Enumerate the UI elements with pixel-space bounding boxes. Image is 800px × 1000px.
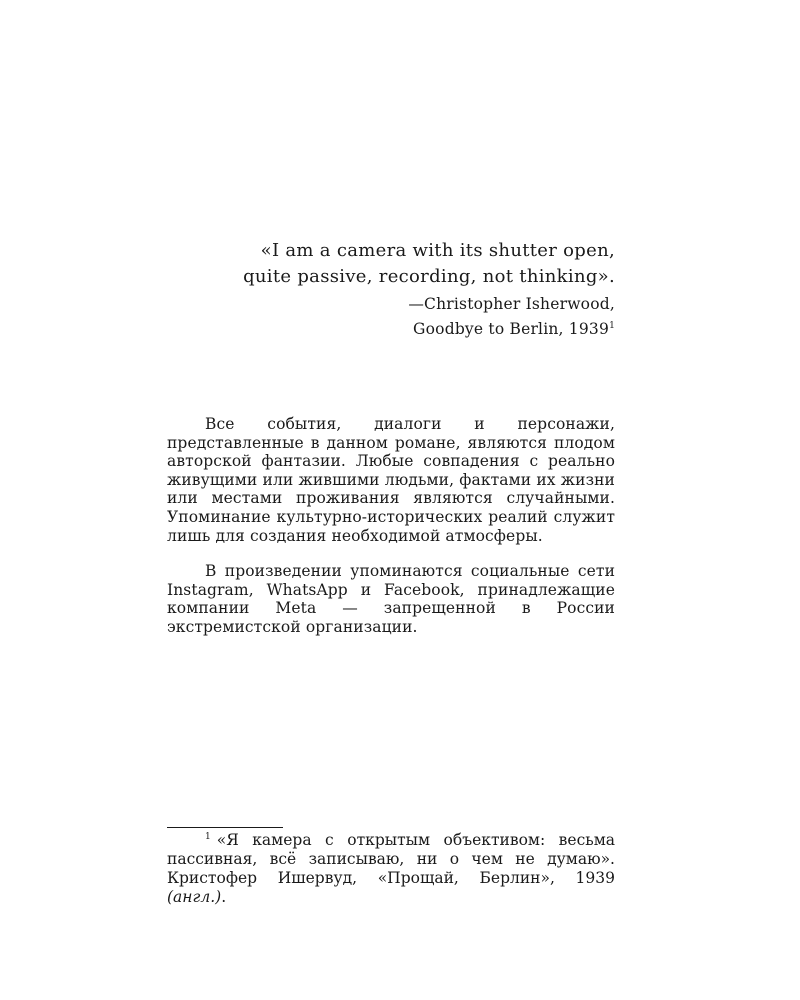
disclaimer-paragraph-meta: В произведении упоминаются социальные сети Instagram, WhatsApp и Facebook, принадлежащие компании Meta — запрещенной в России экстремистской организации.: [167, 562, 615, 636]
disclaimer-paragraph-fiction: Все события, диалоги и персонажи, представленные в данном романе, являются плодом авторской фантазии. Любые совпадения с реально живущими или жившими людьми, фактами их жизни или местами проживания являются случайными. Упоминание культурно-исторических реалий служит лишь для создания необходимой атмосферы.: [167, 415, 615, 545]
footnote: [167, 831, 615, 907]
epigraph-quote-line-2: quite passive, recording, not thinking».: [243, 266, 615, 287]
epigraph-attribution: —Christopher Isherwood,: [408, 295, 615, 313]
epigraph-quote-line-1: «I am a camera with its shutter open,: [260, 240, 615, 261]
disclaimer-text: [167, 415, 615, 637]
footnote-text: «Я камера с открытым объективом: весьма пассивная, всё записываю, ни о чем не думаю». Кристофер Ишервуд, «Прощай, Берлин», 1939: [167, 831, 615, 887]
epigraph-source-line: [160, 318, 615, 341]
footnote-divider: [167, 827, 283, 828]
footnote-end: .: [221, 888, 227, 906]
footnote-language-note: (англ.): [167, 888, 222, 906]
epigraph-source: Goodbye to Berlin, 1939: [413, 320, 610, 338]
footnote-mark: 1: [205, 831, 211, 842]
epigraph: [160, 238, 615, 341]
footnote-reference: 1: [609, 320, 615, 331]
